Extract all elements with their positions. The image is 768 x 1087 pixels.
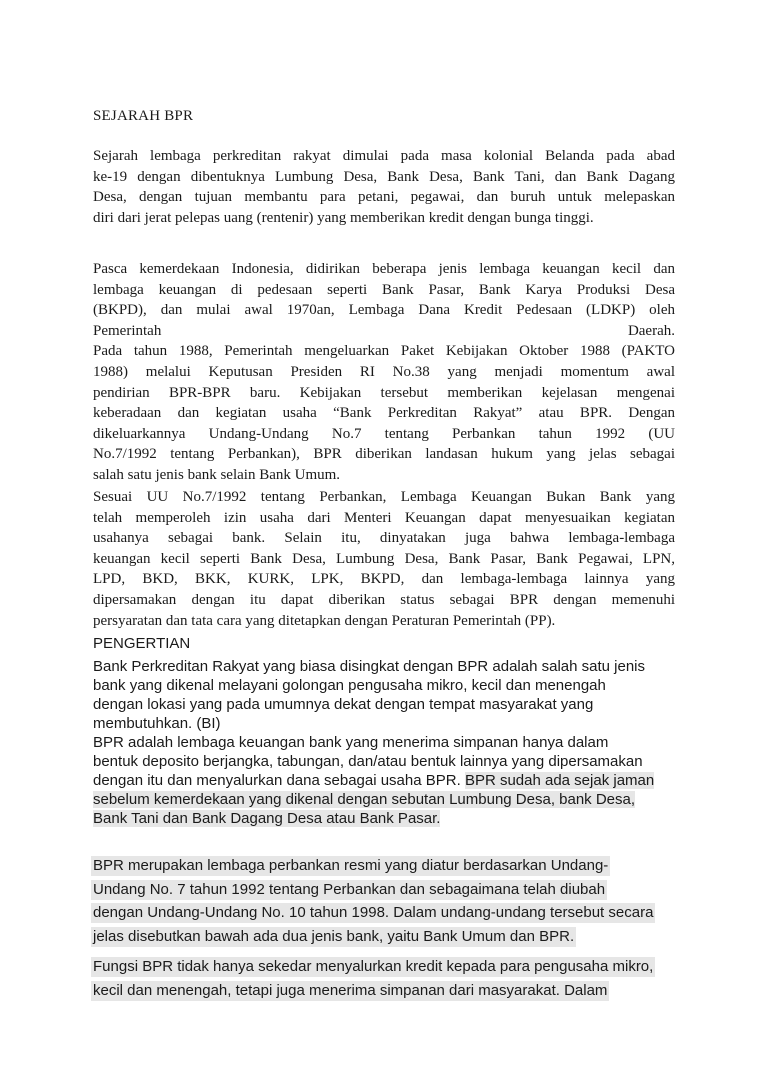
paragraph-sejarah-2 — [93, 259, 675, 486]
text-line: lembaga keuangan di pedesaan seperti Bank Pasar, Bank Karya Produksi Desa — [93, 281, 675, 298]
text-line: dikeluarkannya Undang-Undang No.7 tentang Perbankan tahun 1992 (UU — [93, 425, 675, 442]
highlighted-text: Undang No. 7 tahun 1992 tentang Perbankan dan sebagaimana telah diubah — [93, 880, 606, 898]
highlighted-text: kecil dan menengah, tetapi juga menerima simpanan dari masyarakat. Dalam — [93, 981, 608, 999]
text-line: Pada tahun 1988, Pemerintah mengeluarkan Paket Kebijakan Oktober 1988 (PAKTO — [93, 343, 675, 360]
text-line: keuangan kecil seperti Bank Desa, Lumbung Desa, Bank Pasar, Bank Pegawai, LPN, — [93, 550, 675, 567]
text-line: usahanya sebagai bank. Selain itu, dinyatakan juga bahwa lembaga-lembaga — [93, 530, 675, 547]
text-line-mixed — [93, 771, 683, 790]
text-line: Desa, dengan tujuan membantu para petani, pegawai, dan buruh untuk melepaskan — [93, 189, 675, 206]
text-line-highlighted — [91, 955, 655, 979]
text-line-highlighted — [91, 854, 655, 878]
paragraph-sejarah-3 — [93, 487, 675, 631]
text-fragment: dengan itu dan menyalurkan dana sebagai usaha BPR. — [93, 772, 465, 789]
text-line-highlighted — [91, 878, 655, 902]
text-line: Sesuai UU No.7/1992 tentang Perbankan, Lembaga Keuangan Bukan Bank yang — [93, 489, 675, 505]
paragraph-pengertian-3 — [91, 854, 655, 948]
text-line: diri dari jerat pelepas uang (rentenir) yang memberikan kredit dengan bunga tinggi. — [93, 209, 594, 226]
section-heading-pengertian: PENGERTIAN — [93, 635, 191, 652]
paragraph-pengertian-4 — [91, 955, 655, 1002]
text-line-highlighted — [93, 790, 683, 809]
text-line: Sejarah lembaga perkreditan rakyat dimulai pada masa kolonial Belanda pada abad — [93, 148, 675, 164]
text-line: Pasca kemerdekaan Indonesia, didirikan beberapa jenis lembaga keuangan kecil dan — [93, 261, 675, 277]
paragraph-sejarah-1 — [93, 146, 675, 228]
text-line: ke-19 dengan dibentuknya Lumbung Desa, Bank Desa, Bank Tani, dan Bank Dagang — [93, 168, 675, 185]
text-line: keberadaan dan kegiatan usaha “Bank Perkreditan Rakyat” atau BPR. Dengan — [93, 405, 675, 422]
text-line: (BKPD), dan mulai awal 1970an, Lembaga Dana Kredit Pedesaan (LDKP) oleh — [93, 302, 675, 319]
text-line: pendirian BPR-BPR baru. Kebijakan tersebut memberikan kejelasan mengenai — [93, 384, 675, 401]
text-line-highlighted — [91, 925, 655, 949]
text-line: bentuk deposito berjangka, tabungan, dan/atau bentuk lainnya yang dipersamakan — [93, 753, 643, 770]
text-line: salah satu jenis bank selain Bank Umum. — [93, 466, 341, 483]
text-line: Bank Perkreditan Rakyat yang biasa disingkat dengan BPR adalah salah satu jenis — [93, 658, 646, 675]
highlighted-text: sebelum kemerdekaan yang dikenal dengan sebutan Lumbung Desa, bank Desa, — [93, 791, 636, 808]
text-line-highlighted — [91, 901, 655, 925]
paragraph-pengertian-1 — [93, 657, 683, 733]
text-line-highlighted — [91, 979, 655, 1003]
text-line: LPD, BKD, BKK, KURK, LPK, BKPD, dan lembaga-lembaga lainnya yang — [93, 571, 675, 588]
highlighted-text: jelas disebutkan bawah ada dua jenis bank, yaitu Bank Umum dan BPR. — [93, 927, 575, 945]
text-line: BPR adalah lembaga keuangan bank yang menerima simpanan hanya dalam — [93, 734, 609, 751]
section-heading-sejarah: SEJARAH BPR — [93, 108, 194, 124]
text-line: No.7/1992 tentang Perbankan), BPR diberikan landasan hukum yang jelas sebagai — [93, 446, 675, 463]
text-line: dipersamakan dengan itu dapat diberikan status sebagai BPR dengan memenuhi — [93, 591, 675, 608]
highlighted-text: dengan Undang-Undang No. 10 tahun 1998. Dalam undang-undang tersebut secara — [93, 904, 654, 921]
text-line: bank yang dikenal melayani golongan pengusaha mikro, kecil dan menengah — [93, 677, 606, 694]
text-line-pemerintah-daerah — [93, 321, 675, 342]
highlighted-text: BPR merupakan lembaga perbankan resmi yang diatur berdasarkan Undang- — [93, 857, 609, 874]
highlighted-text: Bank Tani dan Bank Dagang Desa atau Bank Pasar. — [93, 810, 441, 827]
text-line: persyaratan dan tata cara yang ditetapkan dengan Peraturan Pemerintah (PP). — [93, 612, 556, 629]
text-fragment: Daerah. — [627, 322, 675, 339]
text-line: dengan lokasi yang pada umumnya dekat dengan tempat masyarakat yang — [93, 696, 594, 713]
paragraph-pengertian-2 — [93, 733, 683, 828]
text-line: membutuhkan. (BI) — [93, 715, 221, 732]
text-line-highlighted — [93, 809, 683, 828]
text-line: 1988) melalui Keputusan Presiden RI No.38 yang menjadi momentum awal — [93, 363, 675, 380]
highlighted-text: Fungsi BPR tidak hanya sekedar menyalurkan kredit kepada para pengusaha mikro, — [93, 958, 654, 975]
text-fragment: Pemerintah — [93, 322, 162, 339]
highlighted-text: BPR sudah ada sejak jaman — [464, 772, 655, 789]
text-line: telah memperoleh izin usaha dari Menteri Keuangan dapat menyesuaikan kegiatan — [93, 509, 675, 526]
